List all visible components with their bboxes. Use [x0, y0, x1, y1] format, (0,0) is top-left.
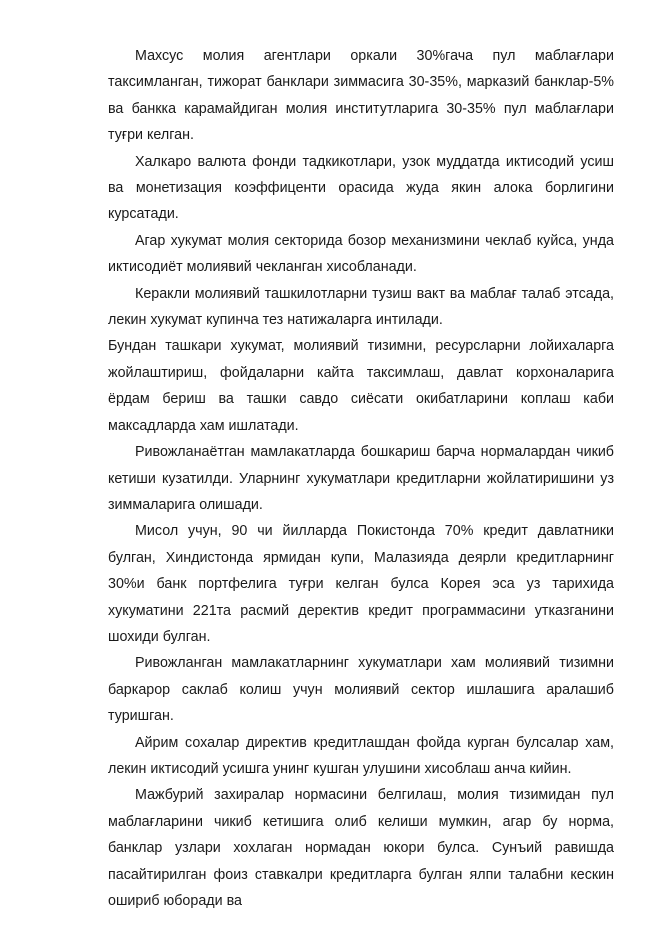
document-body [108, 43, 614, 914]
paragraph: Ривожланган мамлакатларнинг хукуматлари хам молиявий тизимни баркарор саклаб колиш учун молиявий сектор ишлашига аралашиб туришган. [108, 655, 614, 725]
paragraph: Халкаро валюта фонди тадкикотлари, узок муддатда иктисодий усиш ва монетизация коэффиценти орасида жуда якин алока борлигини курсатади. [108, 153, 614, 223]
paragraph: Керакли молиявий ташкилотларни тузиш вакт ва маблағ талаб этсада, лекин хукумат купинча тез натижаларга интилади. [108, 285, 614, 329]
paragraph: Агар хукумат молия секторида бозор механизмини чеклаб куйса, унда иктисодиёт молиявий чекланган хисобланади. [108, 232, 614, 276]
paragraph: Бундан ташкари хукумат, молиявий тизимни, ресурсларни лойихаларга жойлаштириш, фойдаларни кайта таксимлаш, давлат корхоналарига ёрдам бериш ва ташки савдо сиёсати окибатларини коплаш каби максадларда хам ишлатади. [108, 338, 614, 434]
paragraph: Ривожланаётган мамлакатларда бошкариш барча нормалардан чикиб кетиши кузатилди. Уларнинг хукуматлари кредитларни жойлатиришини уз зиммаларига олишади. [108, 444, 614, 513]
paragraph: Мисол учун, 90 чи йилларда Покистонда 70% кредит давлатники булган, Хиндистонда ярмидан купи, Малазияда деярли кредитларнинг 30%и банк портфелига туғри келган булса Корея эса уз тарихида хукуматини 221та расмий деректив кредит программасини утказганини шохиди булган. [108, 523, 614, 645]
paragraph: Мажбурий захиралар нормасини белгилаш, молия тизимидан пул маблағларини чикиб кетишига олиб келиши мумкин, агар бу норма, банклар узлари хохлаган нормадан юкори булса. Сунъий равишда пасайтирилган фоиз ставкалри кредитларга булган ялпи талабни кескин ошириб юборади ва [108, 787, 614, 909]
paragraph: Айрим сохалар директив кредитлашдан фойда курган булсалар хам, лекин иктисодий усишга унинг кушган улушини хисоблаш анча кийин. [108, 734, 614, 777]
paragraph: Махсус молия агентлари оркали 30%гача пул маблағлари таксимланган, тижорат банклари зиммасига 30-35%, марказий банклар-5% ва банкка карамайдиган молия институтларига 30-35% пул маблағлари туғри келган. [108, 48, 614, 144]
